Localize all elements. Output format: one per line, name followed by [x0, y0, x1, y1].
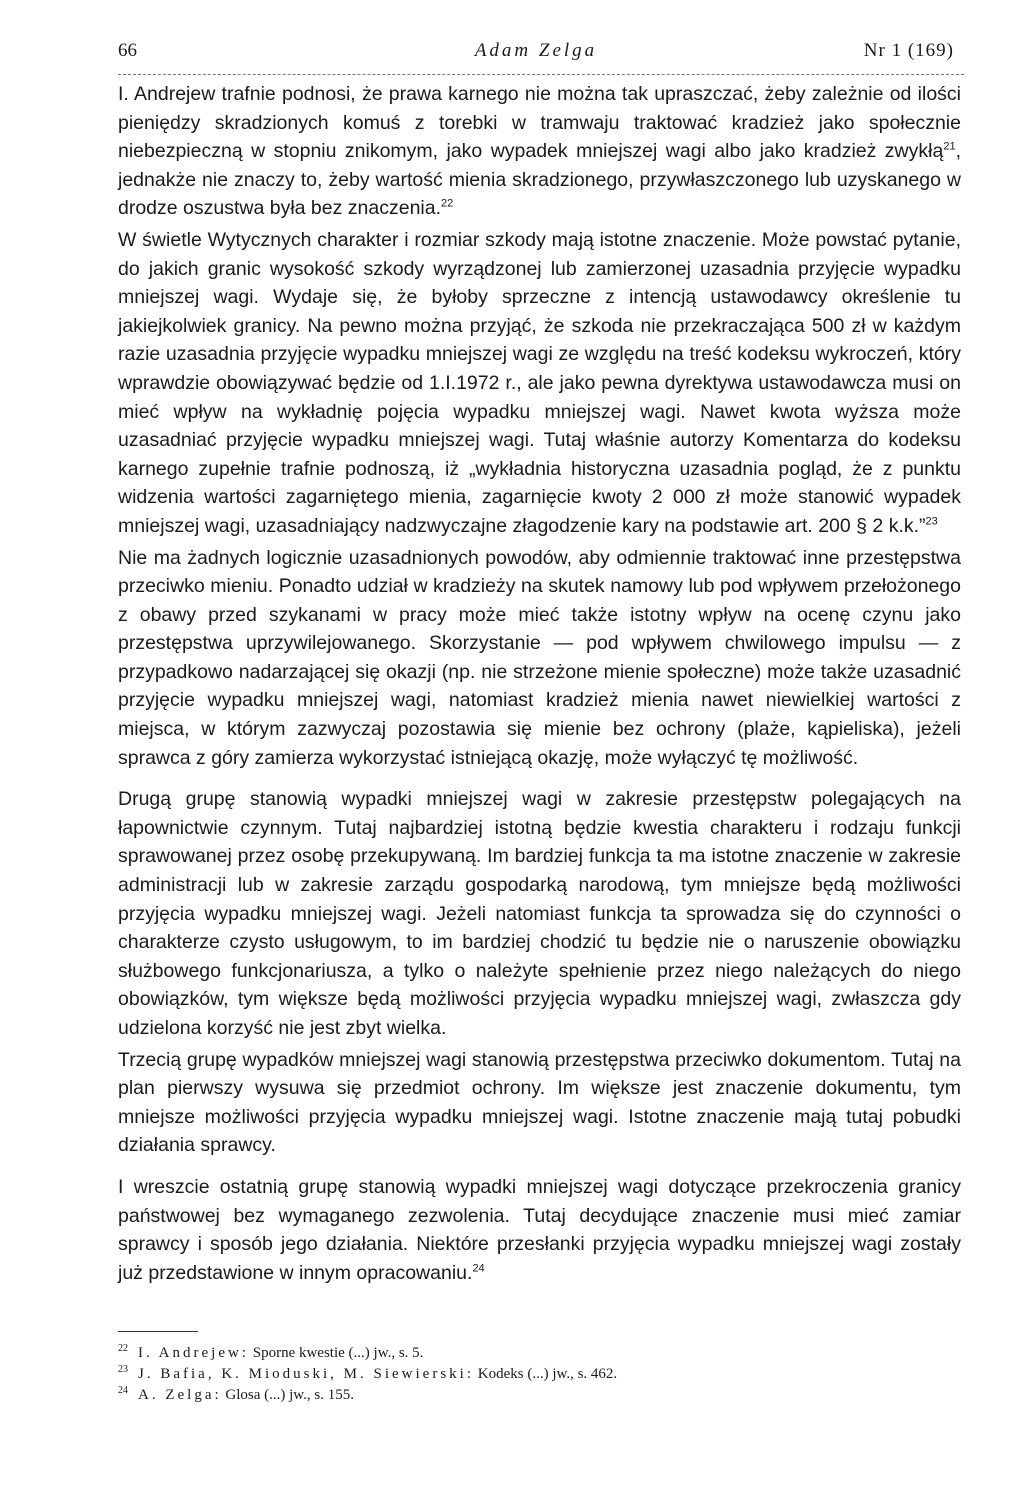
running-header	[118, 40, 954, 68]
footnote-number: 23	[118, 1364, 128, 1375]
footnotes	[118, 1343, 961, 1406]
paragraph-6: I wreszcie ostatnią grupę stanowią wypadki mniejszej wagi dotyczące przekroczenia granicy państwowej bez wymaganego zezwolenia. Tutaj decydujące znaczenie musi mieć zamiar sprawcy i sposób jego działania. Niektóre przesłanki przyjęcia wypadku mniejszej wagi zostały już przedstawione w innym opracowaniu.$^{24}$	[118, 1175, 961, 1284]
footnote-ref-24[interactable]: 24	[472, 1262, 485, 1275]
paragraph-4: Drugą grupę stanowią wypadki mniejszej wagi w zakresie przestępstw polegających na łapownictwie czynnym. Tutaj najbardziej istotną będzie kwestia charakteru i rodzaju funkcji sprawowanej przez osobę przekupywaną. Im bardziej funkcja ta ma istotne znaczenie w zakresie administracji lub w zakresie zarządu gospodarką narodową, tym mniejsze będą możliwości przyjęcia wypadku mniejszej wagi. Jeżeli natomiast funkcja ta sprowadza się do czynności o charakterze czysto usługowym, to im bardziej chodzić tu będzie nie o naruszenie obowiązku służbowego funkcjonariusza, a tylko o należyte spełnienie przez niego należących do niego obowiązków, tym większe będą możliwości przyjęcia wypadku mniejszej wagi, zwłaszcza gdy udzielona korzyść nie jest zbyt wielka.	[118, 788, 961, 1039]
footnote-number: 22	[118, 1343, 128, 1354]
footnote-text: Sporne kwestie (...) jw., s. 5.	[252, 1345, 424, 1361]
page-number: 66	[118, 40, 137, 61]
footnote-text: Glosa (...) jw., s. 155.	[225, 1387, 355, 1403]
header-issue: Nr 1 (169)	[863, 40, 954, 61]
paragraph-2: W świetle Wytycznych charakter i rozmiar szkody mają istotne znaczenie. Może powstać pytanie, do jakich granic wysokość szkody wyrządzonej lub zamierzonej uzasadnia przyjęcie wypadku mniejszej wagi. Wydaje się, że byłoby sprzeczne z intencją ustawodawcy określenie tu jakiejkolwiek granicy. Na pewno można przyjąć, że szkoda nie przekraczająca 500 zł w każdym razie uzasadnia przyjęcie wypadku mniejszej wagi ze względu na treść kodeksu wykroczeń, który wprawdzie obowiązywać będzie od 1.I.1972 r., ale jako pewna dyrektywa ustawodawcza musi on mieć wpływ na wykładnię pojęcia wypadku mniejszej wagi. Nawet kwota wyższa może uzasadniać przyjęcie wypadku mniejszej wagi. Tutaj właśnie autorzy Komentarza do kodeksu karnego zupełnie trafnie podnoszą, iż „wykładnia historyczna uzasadnia pogląd, że z punktu widzenia wartości zagarniętego mienia, zagarnięcie kwoty 2 000 zł może stanowić wypadek mniejszej wagi, uzasadniający nadzwyczajne złagodzenie kary na podstawie art. 200 § 2 k.k.”$^{23}$	[118, 228, 961, 537]
footnote-author: J. Bafia, K. Mioduski, M. Siewierski:	[138, 1366, 474, 1382]
article-body	[118, 80, 961, 1287]
footnote-ref-23[interactable]: 23	[925, 515, 938, 528]
paragraph-3: Nie ma żadnych logicznie uzasadnionych powodów, aby odmiennie traktować inne przestępstwa przeciwko mieniu. Ponadto udział w kradzieży na skutek namowy lub pod wpływem przełożonego z obawy przed szykanami w pracy może mieć także istotny wpływ na ocenę czynu jako przestępstwa uprzywilejowanego. Skorzystanie — pod wpływem chwilowego impulsu — z przypadkowo nadarzającej się okazji (np. nie strzeżone mienie społeczne) może także uzasadnić przyjęcie wypadku mniejszej wagi, natomiast kradzież mienia nawet niewielkiej wartości z miejsca, w którym zazwyczaj pozostawia się mienie bez ochrony (plaże, kąpieliska), jeżeli sprawca z góry zamierza wykorzystać istniejącą okazję, może wyłączyć tę możliwość.	[118, 546, 961, 769]
footnote-author: A. Zelga:	[138, 1387, 222, 1403]
footnote-number: 24	[118, 1385, 128, 1396]
footnote-author: I. Andrejew:	[138, 1345, 249, 1361]
footnote-22	[118, 1343, 961, 1364]
footnote-23	[118, 1364, 961, 1385]
footnote-rule	[118, 1331, 198, 1332]
header-rule	[118, 74, 964, 75]
header-author: Adam Zelga	[474, 40, 598, 61]
footnote-text: Kodeks (...) jw., s. 462.	[477, 1366, 618, 1382]
footnote-ref-22[interactable]: 22	[441, 197, 454, 210]
footnote-24	[118, 1385, 961, 1406]
footnote-ref-21[interactable]: 21	[943, 140, 956, 153]
paragraph-1: I. Andrejew trafnie podnosi, że prawa karnego nie można tak upraszczać, żeby zależnie od ilości pieniędzy skradzionych komuś z torebki w tramwaju traktować kradzież jako społecznie niebezpieczną w stopniu znikomym, jako wypadek mniejszej wagi albo jako kradzież zwykłą$^{21}$, jednakże nie znaczy to, żeby wartość mienia skradzionego, przywłaszczonego lub uzyskanego w drodze oszustwa była bez znaczenia.$^{22}$	[118, 83, 961, 220]
paragraph-5: Trzecią grupę wypadków mniejszej wagi stanowią przestępstwa przeciwko dokumentom. Tutaj na plan pierwszy wysuwa się przedmiot ochrony. Im większe jest znaczenie dokumentu, tym mniejsze możliwości przyjęcia wypadku mniejszej wagi. Istotne znaczenie mają tutaj pobudki działania sprawcy.	[118, 1048, 961, 1157]
